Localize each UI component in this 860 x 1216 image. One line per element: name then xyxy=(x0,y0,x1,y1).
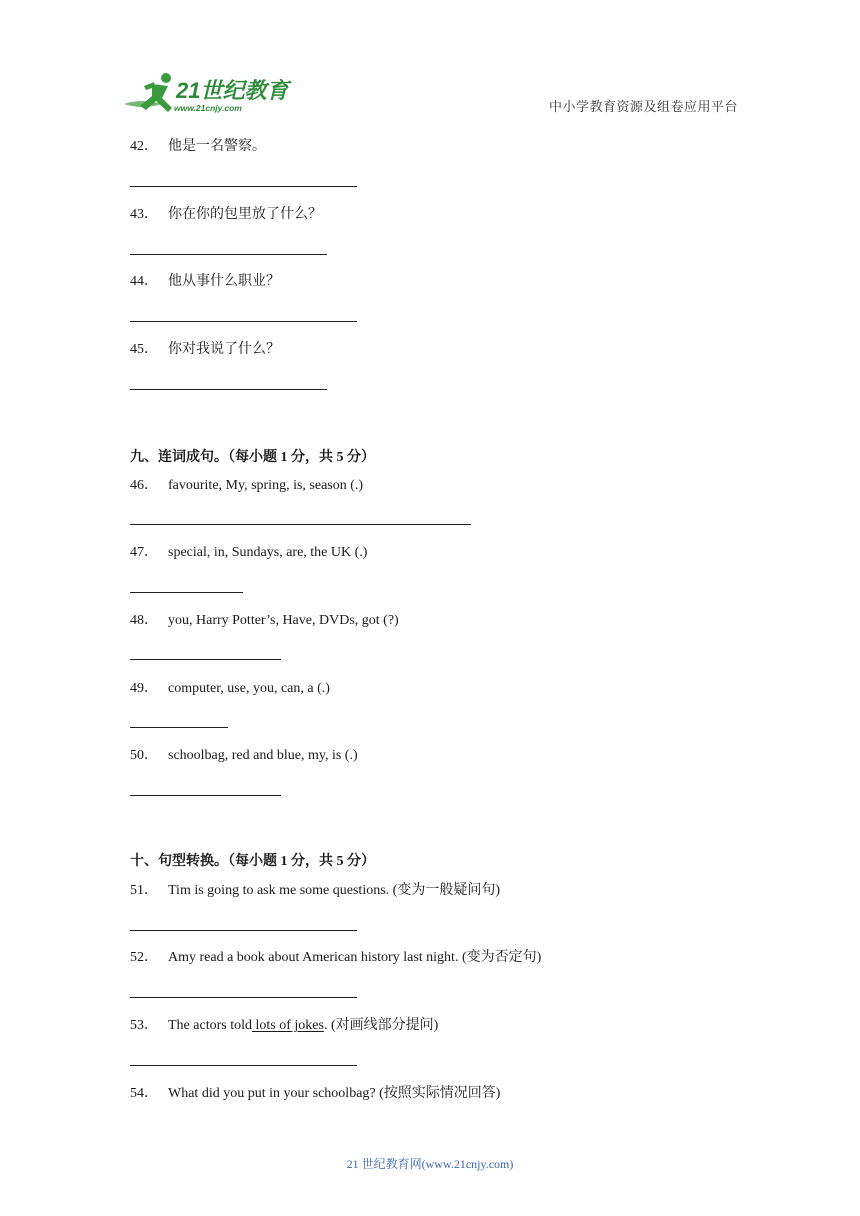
question-text: 他从事什么职业？ xyxy=(168,274,280,289)
answer-line-43[interactable] xyxy=(130,254,327,255)
question-number: 43． xyxy=(130,207,158,222)
logo-figure-icon xyxy=(124,73,172,112)
answer-line-46[interactable] xyxy=(130,524,471,525)
question-54 xyxy=(130,1085,500,1103)
question-44 xyxy=(130,273,280,291)
question-48 xyxy=(130,612,399,630)
logo xyxy=(122,68,292,116)
underlined-phrase: lots of jokes xyxy=(251,1018,324,1033)
question-number: 48． xyxy=(130,613,158,628)
question-number: 47． xyxy=(130,545,158,560)
answer-line-47[interactable] xyxy=(130,592,243,593)
question-42 xyxy=(130,138,266,156)
question-text: special, in, Sundays, are, the UK (.) xyxy=(168,545,368,560)
question-text-after: . (对画线部分提问) xyxy=(323,1018,439,1033)
question-49 xyxy=(130,680,330,698)
question-text: 你在你的包里放了什么？ xyxy=(168,207,322,222)
logo-sub-text: www.21cnjy.com xyxy=(174,103,242,113)
answer-line-49[interactable] xyxy=(130,727,228,728)
question-number: 44． xyxy=(130,274,158,289)
question-text: Amy read a book about American history last night. (变为否定句) xyxy=(168,950,542,965)
question-number: 50． xyxy=(130,748,158,763)
question-text: Tim is going to ask me some questions. (变为一般疑问句) xyxy=(168,883,500,898)
answer-line-51[interactable] xyxy=(130,930,357,931)
question-number: 42． xyxy=(130,139,158,154)
question-number: 46． xyxy=(130,478,158,493)
platform-title: 中小学教育资源及组卷应用平台 xyxy=(549,99,739,114)
section-10-title: 十、句型转换。（每小题 1 分，共 5 分） xyxy=(130,854,375,869)
section-9-title: 九、连词成句。（每小题 1 分，共 5 分） xyxy=(130,450,375,465)
question-number: 51． xyxy=(130,883,158,898)
answer-line-50[interactable] xyxy=(130,795,281,796)
answer-line-42[interactable] xyxy=(130,186,357,187)
question-text-before: The actors told xyxy=(168,1018,252,1033)
question-50 xyxy=(130,747,358,765)
question-43 xyxy=(130,206,322,224)
question-number: 54． xyxy=(130,1086,158,1101)
question-text: What did you put in your schoolbag? (按照实际情况回答) xyxy=(168,1086,501,1101)
question-text: 他是一名警察。 xyxy=(168,139,266,154)
question-47 xyxy=(130,544,367,562)
footer-link[interactable]: 21 世纪教育网(www.21cnjy.com) xyxy=(346,1157,514,1171)
question-number: 49． xyxy=(130,681,158,696)
answer-line-44[interactable] xyxy=(130,321,357,322)
answer-line-45[interactable] xyxy=(130,389,327,390)
answer-line-52[interactable] xyxy=(130,997,357,998)
question-45 xyxy=(130,341,280,359)
question-text: computer, use, you, can, a (.) xyxy=(168,681,330,696)
question-text: favourite, My, spring, is, season (.) xyxy=(168,478,364,493)
question-number: 53． xyxy=(130,1018,158,1033)
answer-line-53[interactable] xyxy=(130,1065,357,1066)
question-52 xyxy=(130,949,541,967)
question-53 xyxy=(130,1017,438,1035)
answer-line-48[interactable] xyxy=(130,659,281,660)
question-51 xyxy=(130,882,500,900)
logo-main-text: 21世纪教育 xyxy=(176,78,289,103)
question-text: you, Harry Potter’s, Have, DVDs, got (?) xyxy=(168,613,399,628)
question-text: 你对我说了什么？ xyxy=(168,342,280,357)
question-number: 52． xyxy=(130,950,158,965)
question-number: 45． xyxy=(130,342,158,357)
question-text: schoolbag, red and blue, my, is (.) xyxy=(168,748,358,763)
question-46 xyxy=(130,477,363,495)
page-header xyxy=(0,0,860,120)
